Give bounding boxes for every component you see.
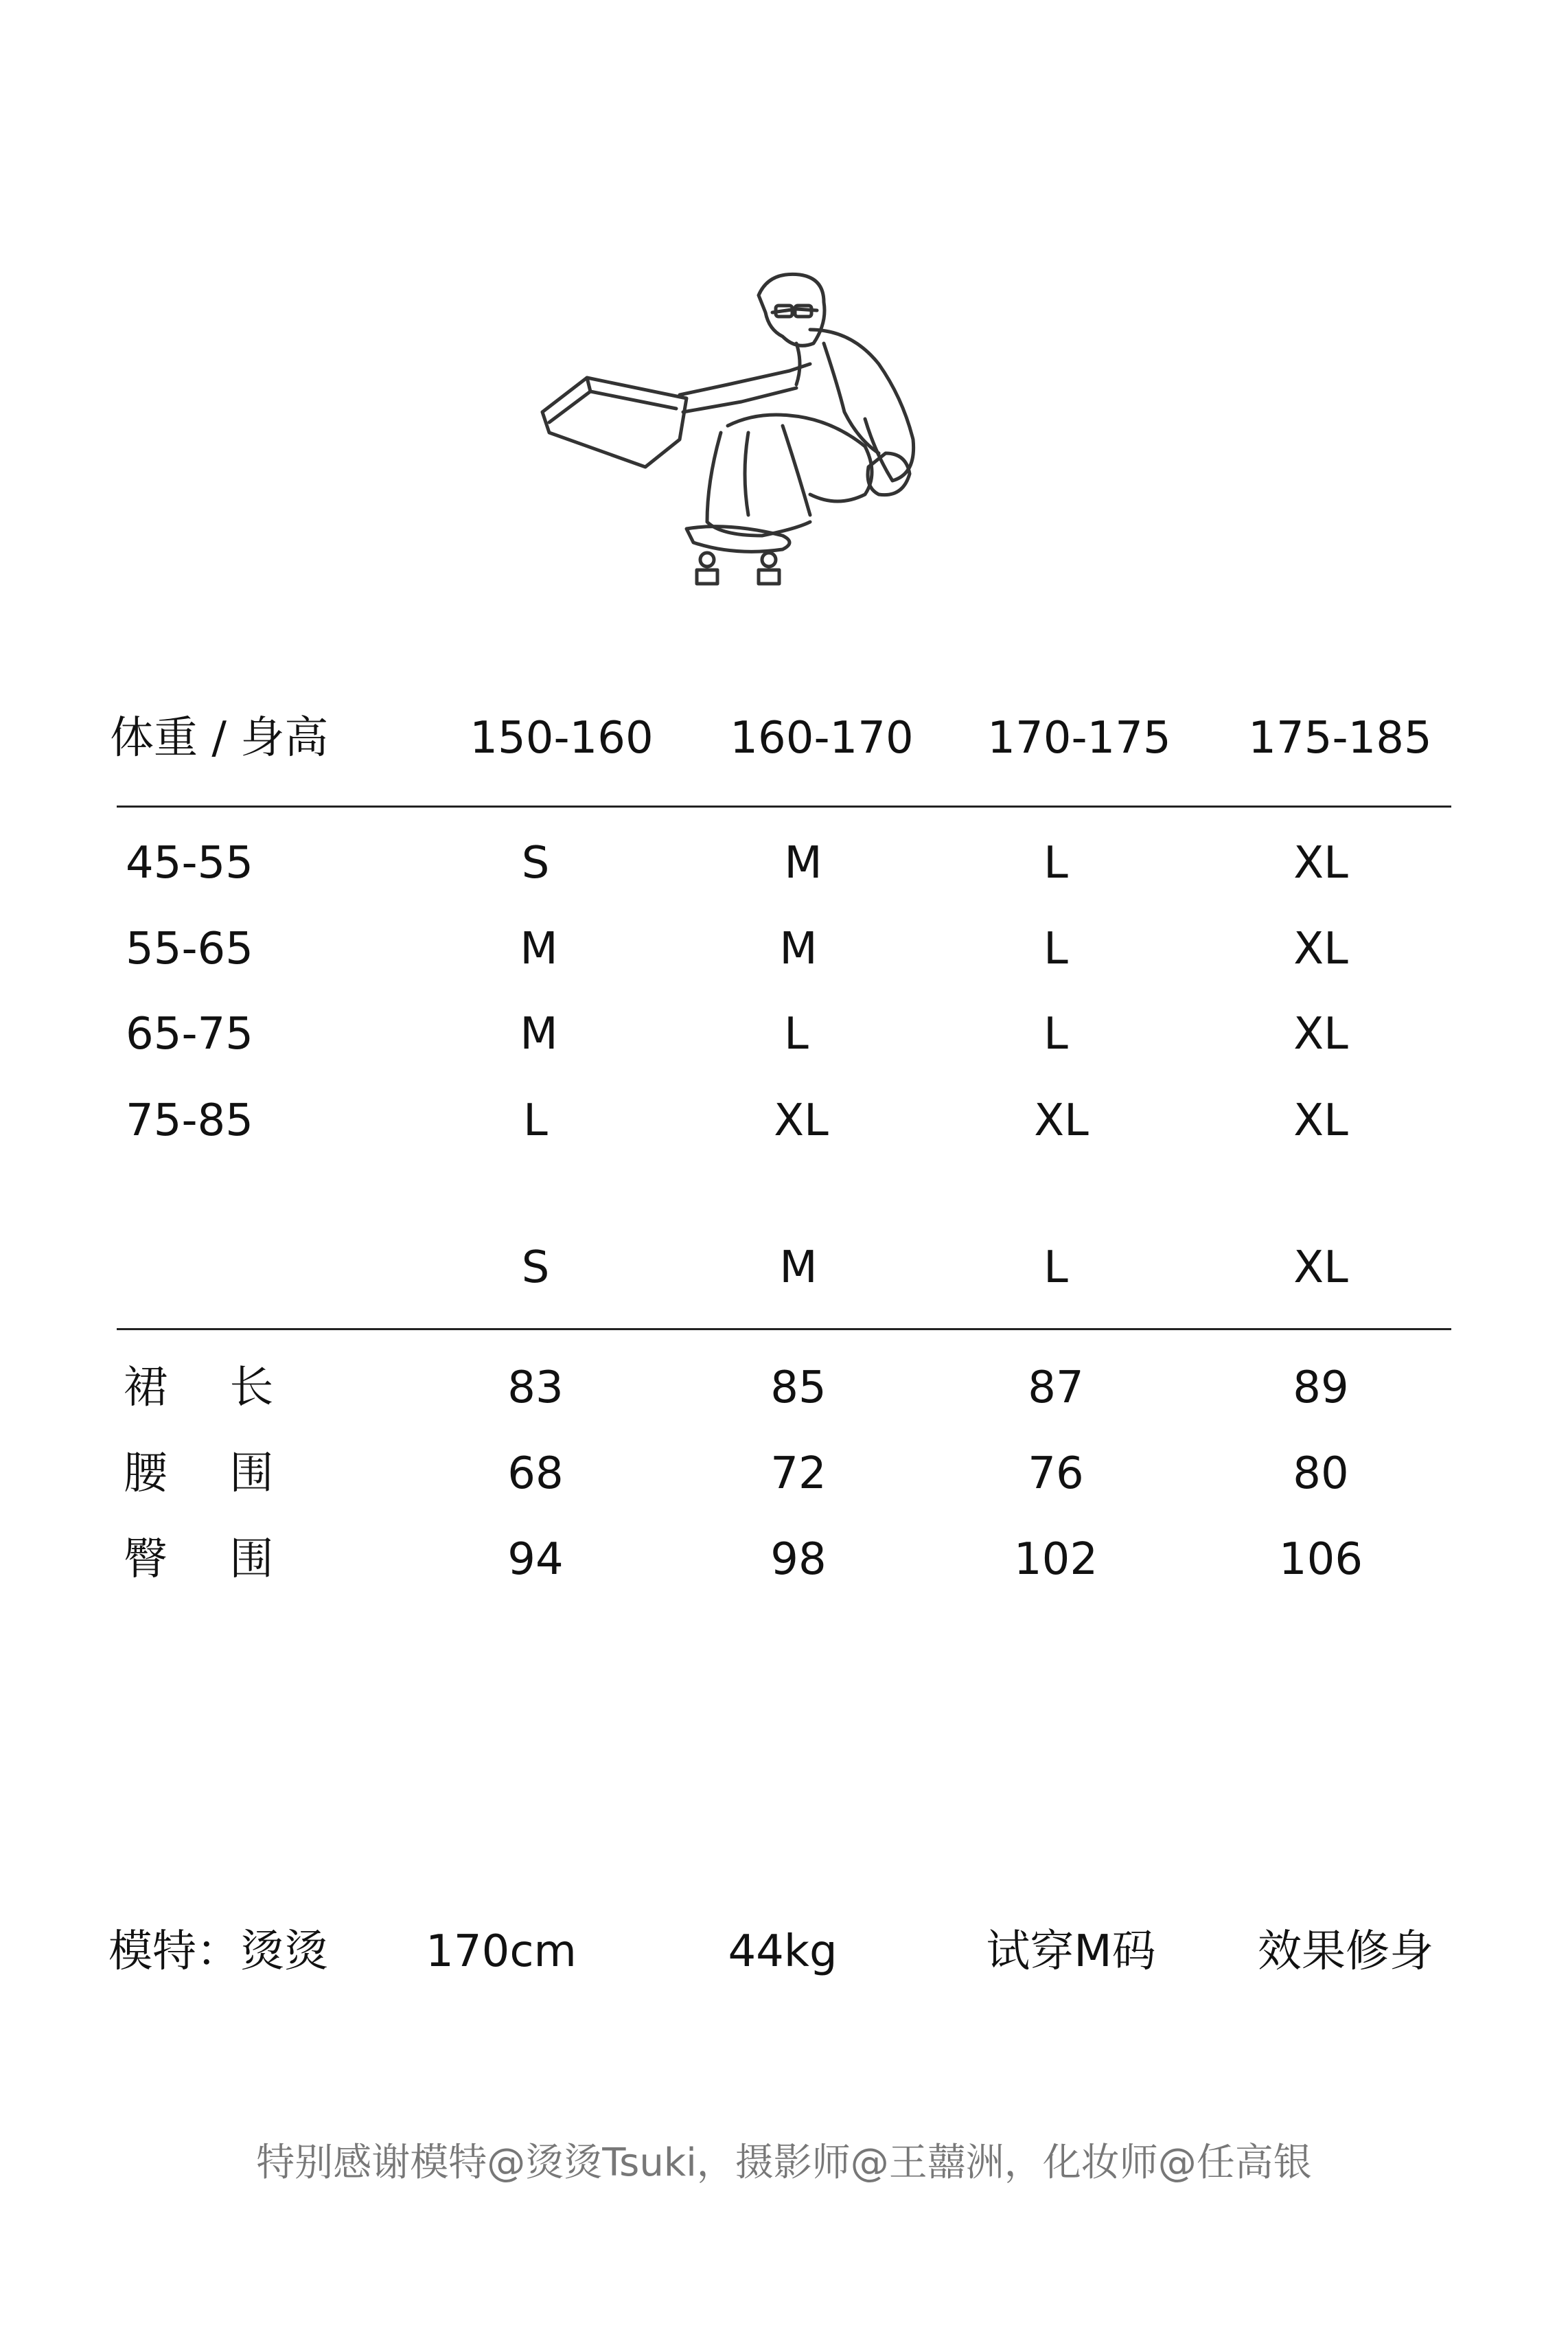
measure-cell: 106 bbox=[1278, 1534, 1363, 1585]
height-range-3: 170-175 bbox=[987, 713, 1171, 764]
credits-line: 特别感谢模特@烫烫Tsuki，摄影师@王囍洲，化妆师@任高银 bbox=[256, 2140, 1312, 2185]
measure-size-header: M bbox=[779, 1242, 818, 1293]
measurements-divider bbox=[117, 1328, 1451, 1330]
size-cell: L bbox=[784, 1009, 809, 1060]
size-cell: XL bbox=[1293, 924, 1348, 974]
weight-range: 65-75 bbox=[126, 1009, 253, 1060]
size-cell: M bbox=[779, 924, 818, 974]
weight-range: 75-85 bbox=[126, 1095, 253, 1146]
height-range-4: 175-185 bbox=[1248, 713, 1432, 764]
measure-cell: 80 bbox=[1293, 1448, 1349, 1499]
measure-cell: 72 bbox=[770, 1448, 827, 1499]
measure-label-hip: 臀 围 bbox=[124, 1534, 274, 1585]
size-cell: M bbox=[520, 924, 558, 974]
size-chart-divider bbox=[117, 806, 1451, 808]
model-size-tried: 试穿M码 bbox=[986, 1926, 1156, 1977]
measure-label-length: 裙 长 bbox=[124, 1362, 274, 1413]
measure-label-waist: 腰 围 bbox=[124, 1448, 274, 1499]
measure-cell: 83 bbox=[507, 1362, 564, 1413]
skateboarder-illustration-icon bbox=[522, 247, 947, 604]
measure-cell: 76 bbox=[1028, 1448, 1084, 1499]
measure-cell: 89 bbox=[1293, 1362, 1349, 1413]
measure-cell: 102 bbox=[1013, 1534, 1098, 1585]
size-cell: M bbox=[784, 838, 822, 889]
measure-cell: 94 bbox=[507, 1534, 564, 1585]
size-cell: S bbox=[521, 838, 550, 889]
measure-size-header: XL bbox=[1293, 1242, 1348, 1293]
measure-cell: 87 bbox=[1028, 1362, 1084, 1413]
size-cell: L bbox=[1044, 1009, 1068, 1060]
size-cell: L bbox=[1044, 838, 1068, 889]
height-range-2: 160-170 bbox=[730, 713, 914, 764]
measure-size-header: S bbox=[521, 1242, 550, 1293]
height-range-1: 150-160 bbox=[470, 713, 654, 764]
size-cell: XL bbox=[1293, 1095, 1348, 1146]
size-cell: M bbox=[520, 1009, 558, 1060]
size-chart-corner-label: 体重 / 身高 bbox=[110, 713, 329, 764]
measure-cell: 68 bbox=[507, 1448, 564, 1499]
size-cell: L bbox=[523, 1095, 548, 1146]
measure-cell: 98 bbox=[770, 1534, 827, 1585]
weight-range: 45-55 bbox=[126, 838, 253, 889]
size-cell: XL bbox=[1293, 1009, 1348, 1060]
model-name: 模特：烫烫 bbox=[108, 1926, 328, 1977]
model-fit-effect: 效果修身 bbox=[1258, 1926, 1433, 1977]
size-cell: XL bbox=[1034, 1095, 1089, 1146]
model-height: 170cm bbox=[426, 1926, 577, 1977]
size-cell: XL bbox=[1293, 838, 1348, 889]
measure-cell: 85 bbox=[770, 1362, 827, 1413]
model-weight: 44kg bbox=[728, 1926, 838, 1977]
weight-range: 55-65 bbox=[126, 924, 253, 974]
measure-size-header: L bbox=[1044, 1242, 1068, 1293]
size-cell: L bbox=[1044, 924, 1068, 974]
size-cell: XL bbox=[774, 1095, 829, 1146]
